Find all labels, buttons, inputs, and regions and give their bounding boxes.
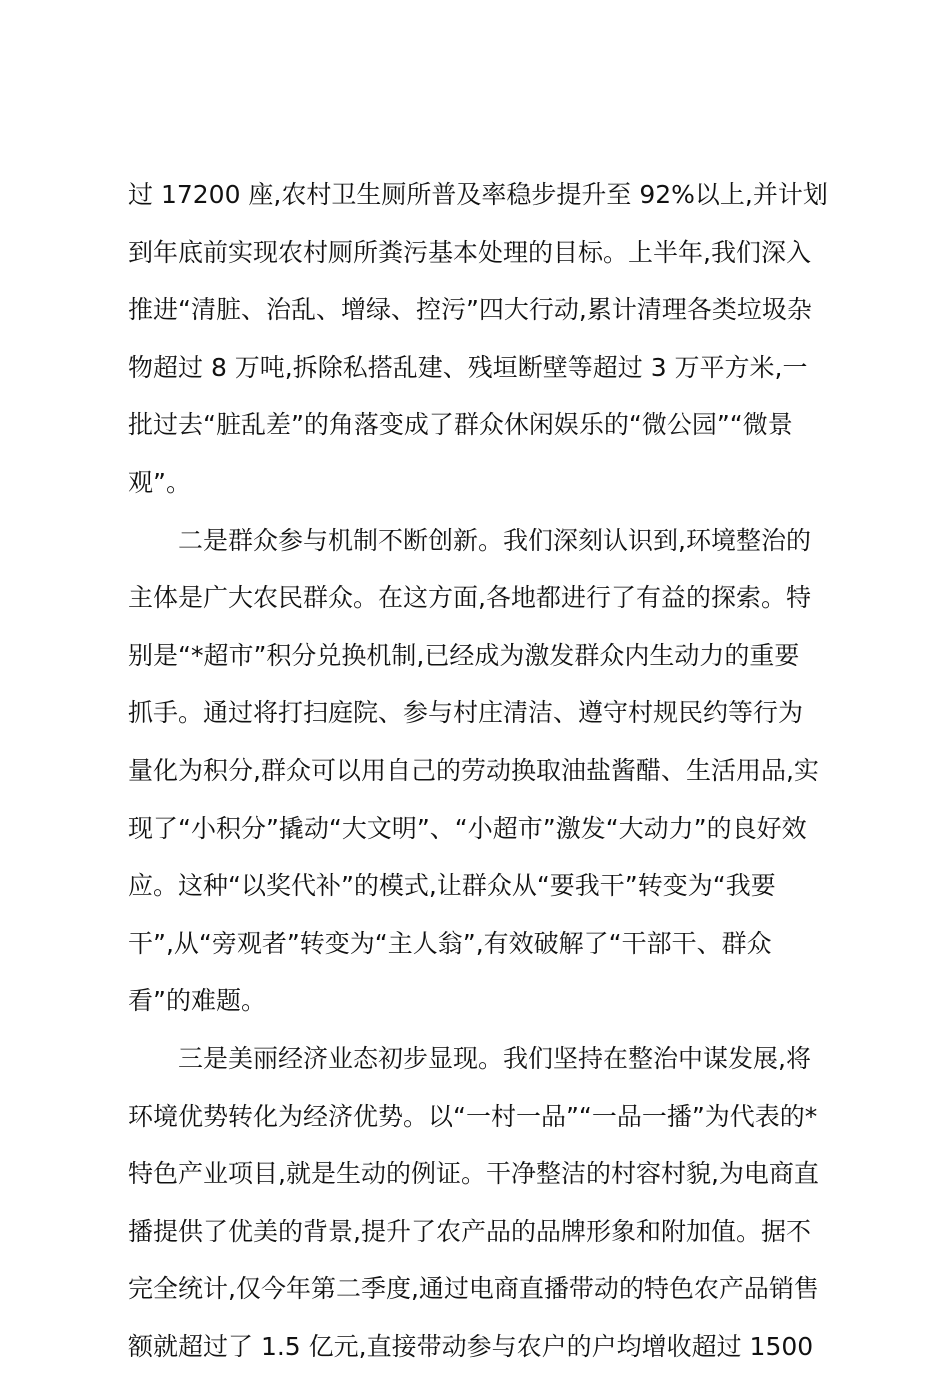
text-line: 到年底前实现农村厕所粪污基本处理的目标。上半年,我们深入 xyxy=(128,237,811,267)
text-line: 额就超过了 1.5 亿元,直接带动参与农户的户均增收超过 1500 xyxy=(128,1331,814,1361)
text-line: 二是群众参与机制不断创新。我们深刻认识到,环境整治的 xyxy=(178,525,811,555)
text-line: 别是“*超市”积分兑换机制,已经成为激发群众内生动力的重要 xyxy=(128,640,800,670)
text-line: 观”。 xyxy=(128,467,191,497)
text-line: 抓手。通过将打扫庭院、参与村庄清洁、遵守村规民约等行为 xyxy=(128,698,804,728)
text-line: 现了“小积分”撬动“大文明”、“小超市”激发“大动力”的良好效 xyxy=(128,813,807,843)
text-line: 三是美丽经济业态初步显现。我们坚持在整治中谋发展,将 xyxy=(178,1043,811,1073)
text-line: 批过去“脏乱差”的角落变成了群众休闲娱乐的“微公园”“微景 xyxy=(128,410,793,440)
text-line: 环境优势转化为经济优势。以“一村一品”“一品一播”为代表的* xyxy=(128,1101,818,1131)
text-line: 特色产业项目,就是生动的例证。干净整洁的村容村貌,为电商直 xyxy=(128,1159,819,1189)
paragraph-continuation xyxy=(128,166,838,512)
text-line: 播提供了优美的背景,提升了农产品的品牌形象和附加值。据不 xyxy=(128,1216,811,1246)
text-line: 量化为积分,群众可以用自己的劳动换取油盐酱醋、生活用品,实 xyxy=(128,755,819,785)
text-line: 干”,从“旁观者”转变为“主人翁”,有效破解了“干部干、群众 xyxy=(128,928,772,958)
text-line: 过 17200 座,农村卫生厕所普及率稳步提升至 92%以上,并计划 xyxy=(128,180,828,209)
text-line: 主体是广大农民群众。在这方面,各地都进行了有益的探索。特 xyxy=(128,583,811,613)
text-line: 看”的难题。 xyxy=(128,986,266,1016)
paragraph-economy xyxy=(128,1030,838,1375)
text-line: 物超过 8 万吨,拆除私搭乱建、残垣断壁等超过 3 万平方米,一 xyxy=(128,352,808,382)
text-line: 推进“清脏、治乱、增绿、控污”四大行动,累计清理各类垃圾杂 xyxy=(128,295,812,325)
text-line: 应。这种“以奖代补”的模式,让群众从“要我干”转变为“我要 xyxy=(128,871,776,901)
paragraph-participation xyxy=(128,512,838,1030)
document-body xyxy=(128,166,838,1375)
text-line: 完全统计,仅今年第二季度,通过电商直播带动的特色农产品销售 xyxy=(128,1274,819,1304)
